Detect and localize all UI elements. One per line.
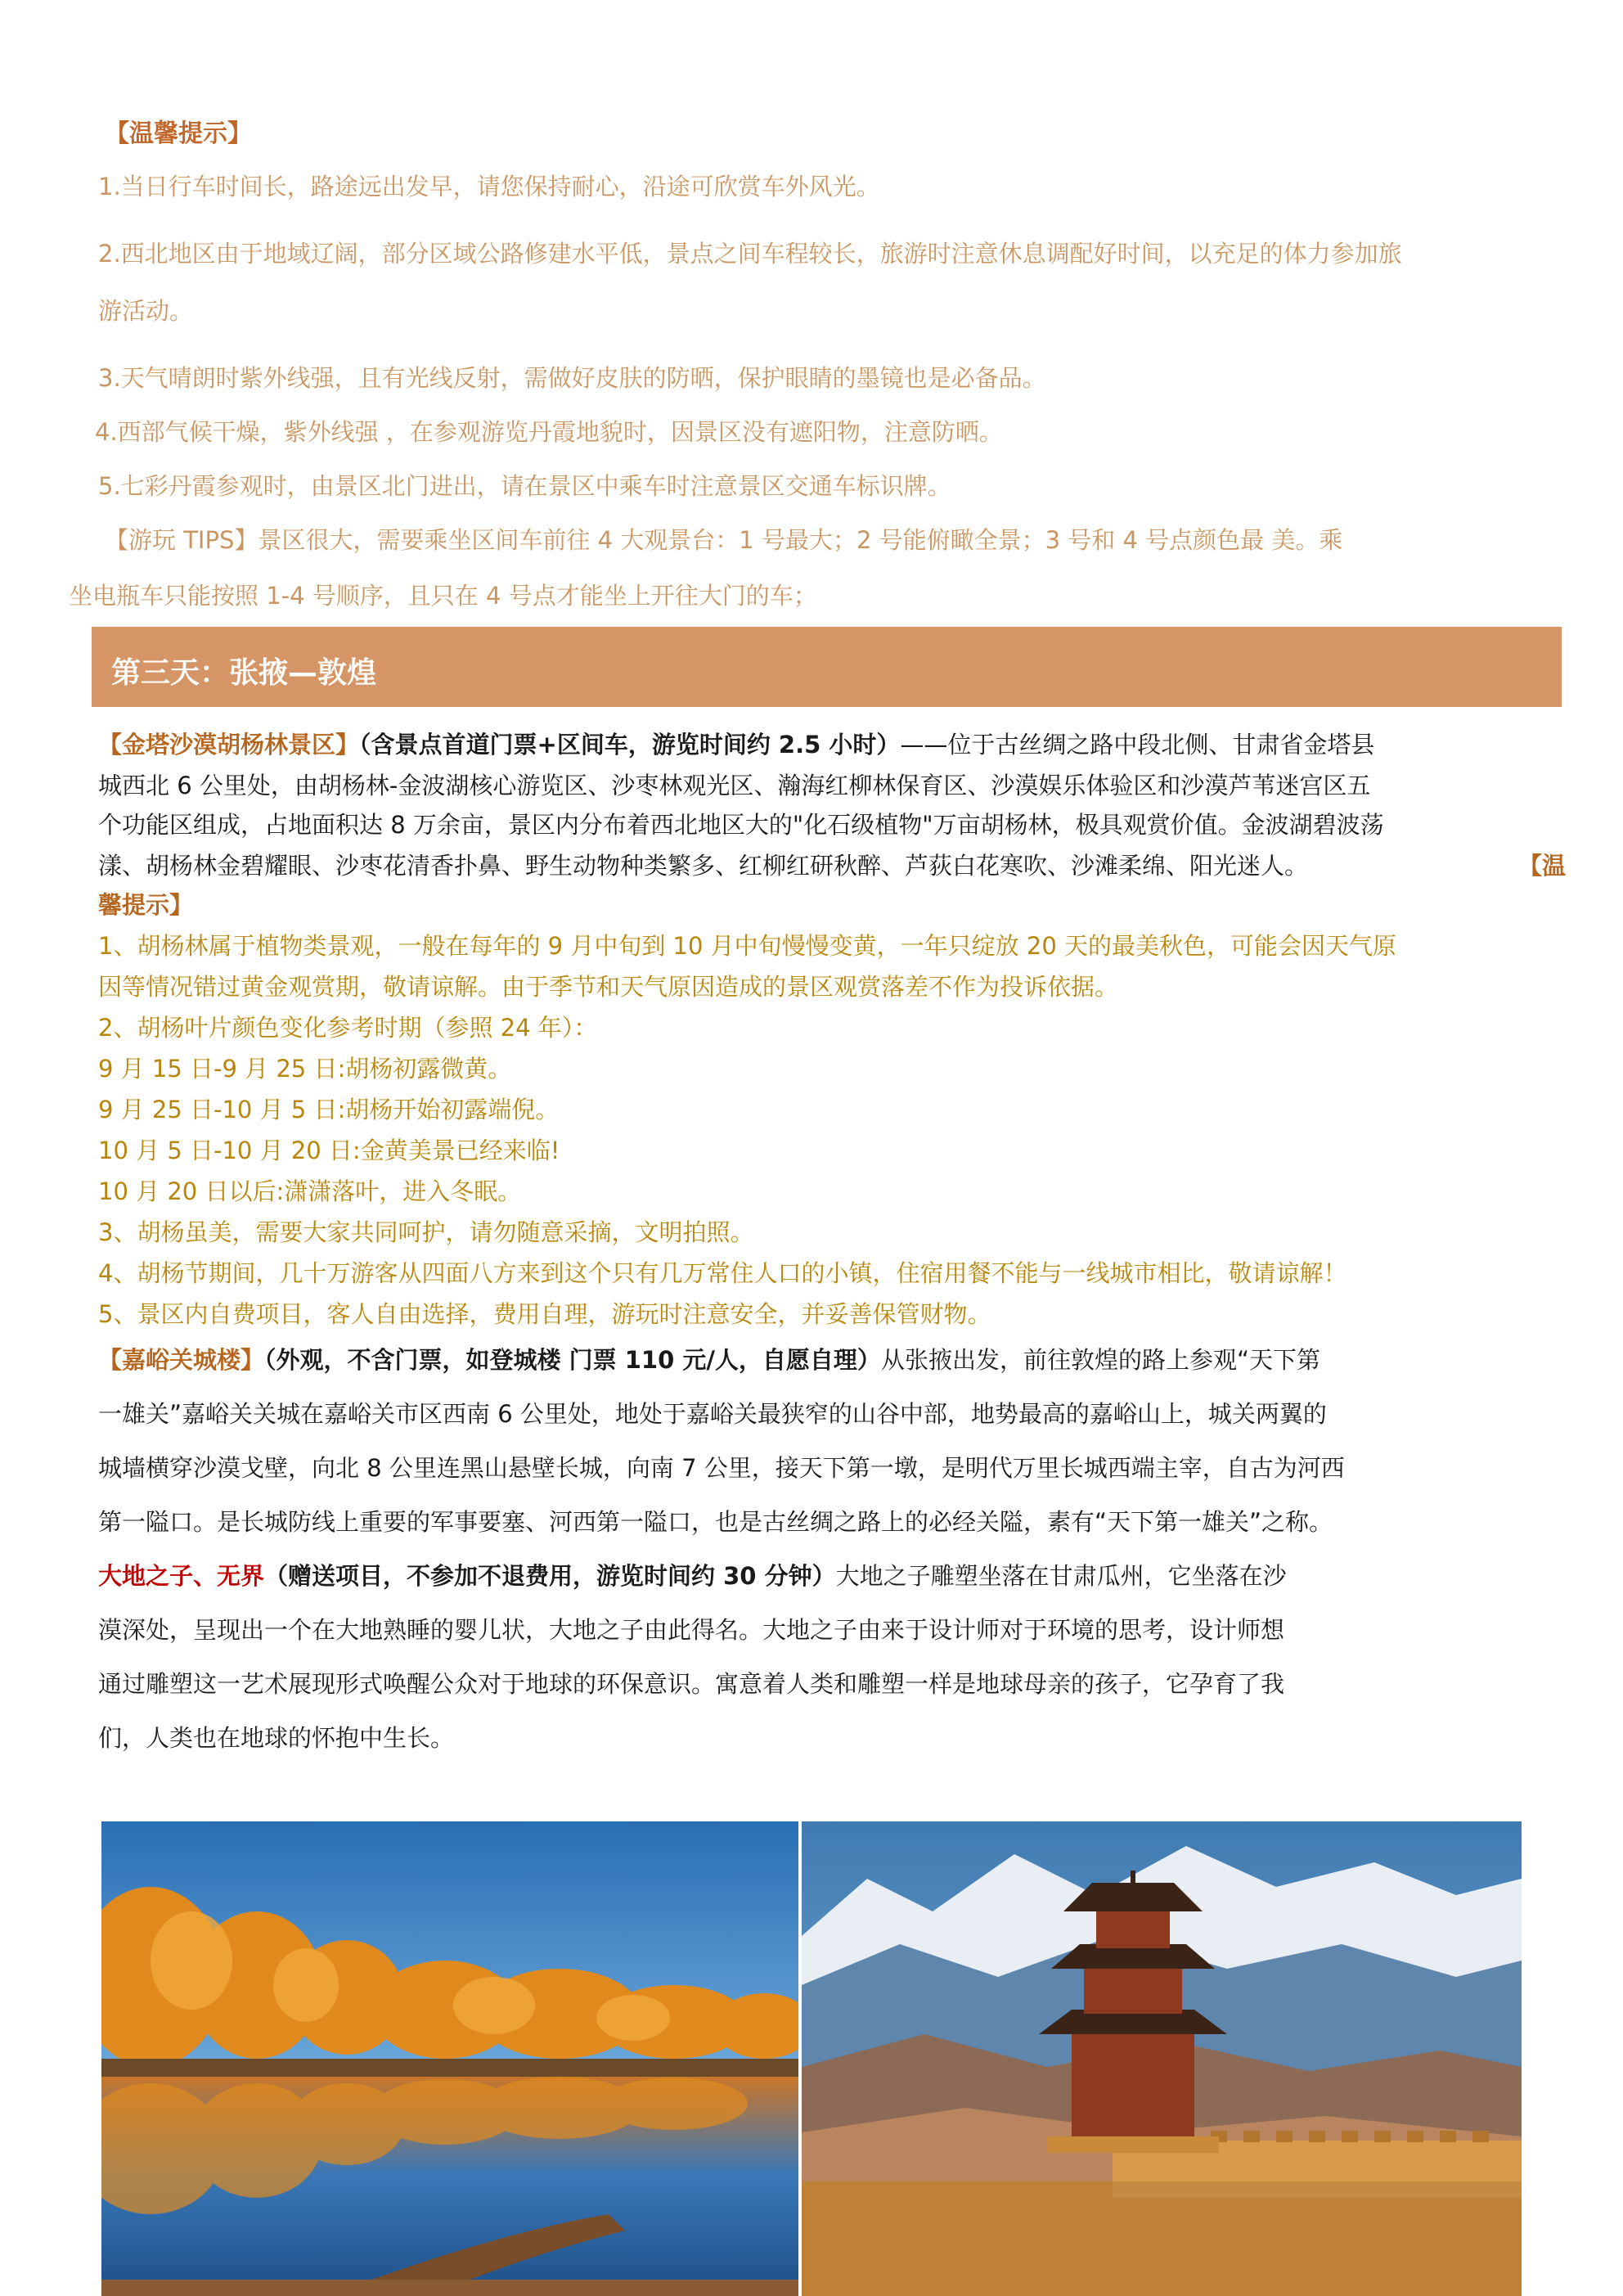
play-tips: 【游玩 TIPS】景区很大，需要乘坐区间车前往 4 大观景台：1 号最大；2 号能俯瞰全景；3 号和 4 号点颜色最 美。乘 [105, 526, 1343, 554]
play-tips-cont: 坐电瓶车只能按照 1-4 号顺序，且只在 4 号点才能坐上开往大门的车； [69, 582, 817, 610]
jinta-tip-3: 3、胡杨虽美，需要大家共同呵护，请勿随意采摘，文明拍照。 [98, 1218, 754, 1246]
jinta-tip-2: 2、胡杨叶片颜色变化参考时期（参照 24 年）： [98, 1014, 598, 1042]
jiayu-desc-2: 一雄关”嘉峪关关城在嘉峪关市区西南 6 公里处，地处于嘉峪关最狭窄的山谷中部，地势最高的嘉峪山上，城关两翼的 [98, 1400, 1327, 1428]
dadi-line-1 [98, 1558, 1287, 1591]
dadi-note: （赠送项目，不参加不退费用，游览时间约 30 分钟） [264, 1562, 836, 1590]
jinta-desc-1: ——位于古丝绸之路中段北侧、甘肃省金塔县 [900, 731, 1375, 759]
dadi-desc-2: 漠深处，呈现出一个在大地熟睡的婴儿状，大地之子由此得名。大地之子由来于设计师对于环境的思考，设计师想 [98, 1616, 1285, 1644]
dadi-desc-4: 们，人类也在地球的怀抱中生长。 [98, 1724, 455, 1752]
jinta-line-1 [98, 727, 1374, 760]
jinta-tip-4: 4、胡杨节期间，几十万游客从四面八方来到这个只有几万常住人口的小镇，住宿用餐不能与一线城市相比，敬请谅解！ [98, 1259, 1347, 1287]
tip-item-1: 1.当日行车时间长，路途远出发早，请您保持耐心，沿途可欣赏车外风光。 [98, 173, 880, 200]
tip-item-5: 5.七彩丹霞参观时，由景区北门进出，请在景区中乘车时注意景区交通车标识牌。 [98, 472, 951, 500]
jiayuguan-photo [802, 1821, 1522, 2296]
tip-item-2: 2.西北地区由于地域辽阔，部分区域公路修建水平低，景点之间车程较长，旅游时注意休息调配好时间，以充足的体力参加旅 [98, 240, 1402, 268]
jiayu-desc-4: 第一隘口。是长城防线上重要的军事要塞、河西第一隘口，也是古丝绸之路上的必经关隘，素有“天下第一雄关”之称。 [98, 1508, 1333, 1536]
jinta-tip-1: 1、胡杨林属于植物类景观，一般在每年的 9 月中旬到 10 月中旬慢慢变黄，一年只绽放 20 天的最美秋色，可能会因天气原 [98, 932, 1397, 960]
jiayu-desc-3: 城墙横穿沙漠戈壁，向北 8 公里连黑山悬壁长城，向南 7 公里，接天下第一墩，是明代万里长城西端主宰，自古为河西 [98, 1454, 1345, 1482]
jinta-desc-4-text: 漾、胡杨林金碧耀眼、沙枣花清香扑鼻、野生动物种类繁多、红柳红研秋醉、芦荻白花寒吹、沙滩柔绵、阳光迷人。 [98, 852, 1309, 880]
jinta-tip-2c: 10 月 5 日-10 月 20 日:金黄美景已经来临! [98, 1137, 560, 1164]
jinta-name: 【金塔沙漠胡杨林景区】 [98, 731, 360, 759]
jiayu-note: （外观，不含门票，如登城楼 门票 110 元/人，自愿自理） [264, 1346, 881, 1374]
jiayu-name: 【嘉峪关城楼】 [98, 1346, 265, 1374]
tip-item-3: 3.天气晴朗时紫外线强，且有光线反射，需做好皮肤的防晒，保护眼睛的墨镜也是必备品。 [98, 364, 1046, 392]
jinta-tip-2a: 9 月 15 日-9 月 25 日:胡杨初露微黄。 [98, 1055, 512, 1083]
dadi-name: 大地之子、无界 [98, 1562, 265, 1590]
jinta-desc-4 [98, 848, 1308, 881]
dadi-desc-1: 大地之子雕塑坐落在甘肃瓜州，它坐落在沙 [835, 1562, 1287, 1590]
jinta-tips-header-b: 馨提示】 [98, 891, 194, 919]
jinta-tip-5: 5、景区内自费项目，客人自由选择，费用自理，游玩时注意安全，并妥善保管财物。 [98, 1300, 991, 1328]
tip-item-4: 4.西部气候干燥，紫外线强 ，在参观游览丹霞地貌时，因景区没有遮阳物，注意防晒。 [95, 418, 1003, 446]
jinta-desc-2: 城西北 6 公里处，由胡杨林-金波湖核心游览区、沙枣林观光区、瀚海红柳林保育区、沙漠娱乐体验区和沙漠芦苇迷宫区五 [98, 772, 1371, 799]
populus-forest-photo [101, 1821, 798, 2296]
day3-title-bar [92, 627, 1562, 707]
jinta-note: （含景点首道门票+区间车，游览时间约 2.5 小时） [359, 731, 901, 759]
jiayu-desc-1: 从张掖出发，前往敦煌的路上参观“天下第 [880, 1346, 1320, 1374]
jinta-tip-2b: 9 月 25 日-10 月 5 日:胡杨开始初露端倪。 [98, 1096, 560, 1123]
jinta-desc-3: 个功能区组成，占地面积达 8 万余亩，景区内分布着西北地区大的"化石级植物"万亩胡杨林，极具观赏价值。金波湖碧波荡 [98, 811, 1384, 839]
jiayu-line-1 [98, 1342, 1320, 1375]
jinta-tip-2d: 10 月 20 日以后:潇潇落叶，进入冬眠。 [98, 1177, 522, 1205]
jinta-tips-header-a: 【温 [1518, 852, 1567, 880]
tip-item-2-cont: 游活动。 [98, 297, 194, 325]
tips-header: 【温馨提示】 [105, 119, 252, 148]
jinta-tip-1-cont: 因等情况错过黄金观赏期，敬请谅解。由于季节和天气原因造成的景区观赏落差不作为投诉依据。 [98, 973, 1119, 1001]
dadi-desc-3: 通过雕塑这一艺术展现形式唤醒公众对于地球的环保意识。寓意着人类和雕塑一样是地球母亲的孩子，它孕育了我 [98, 1670, 1285, 1698]
day3-title: 第三天：张掖—敦煌 [111, 656, 377, 690]
